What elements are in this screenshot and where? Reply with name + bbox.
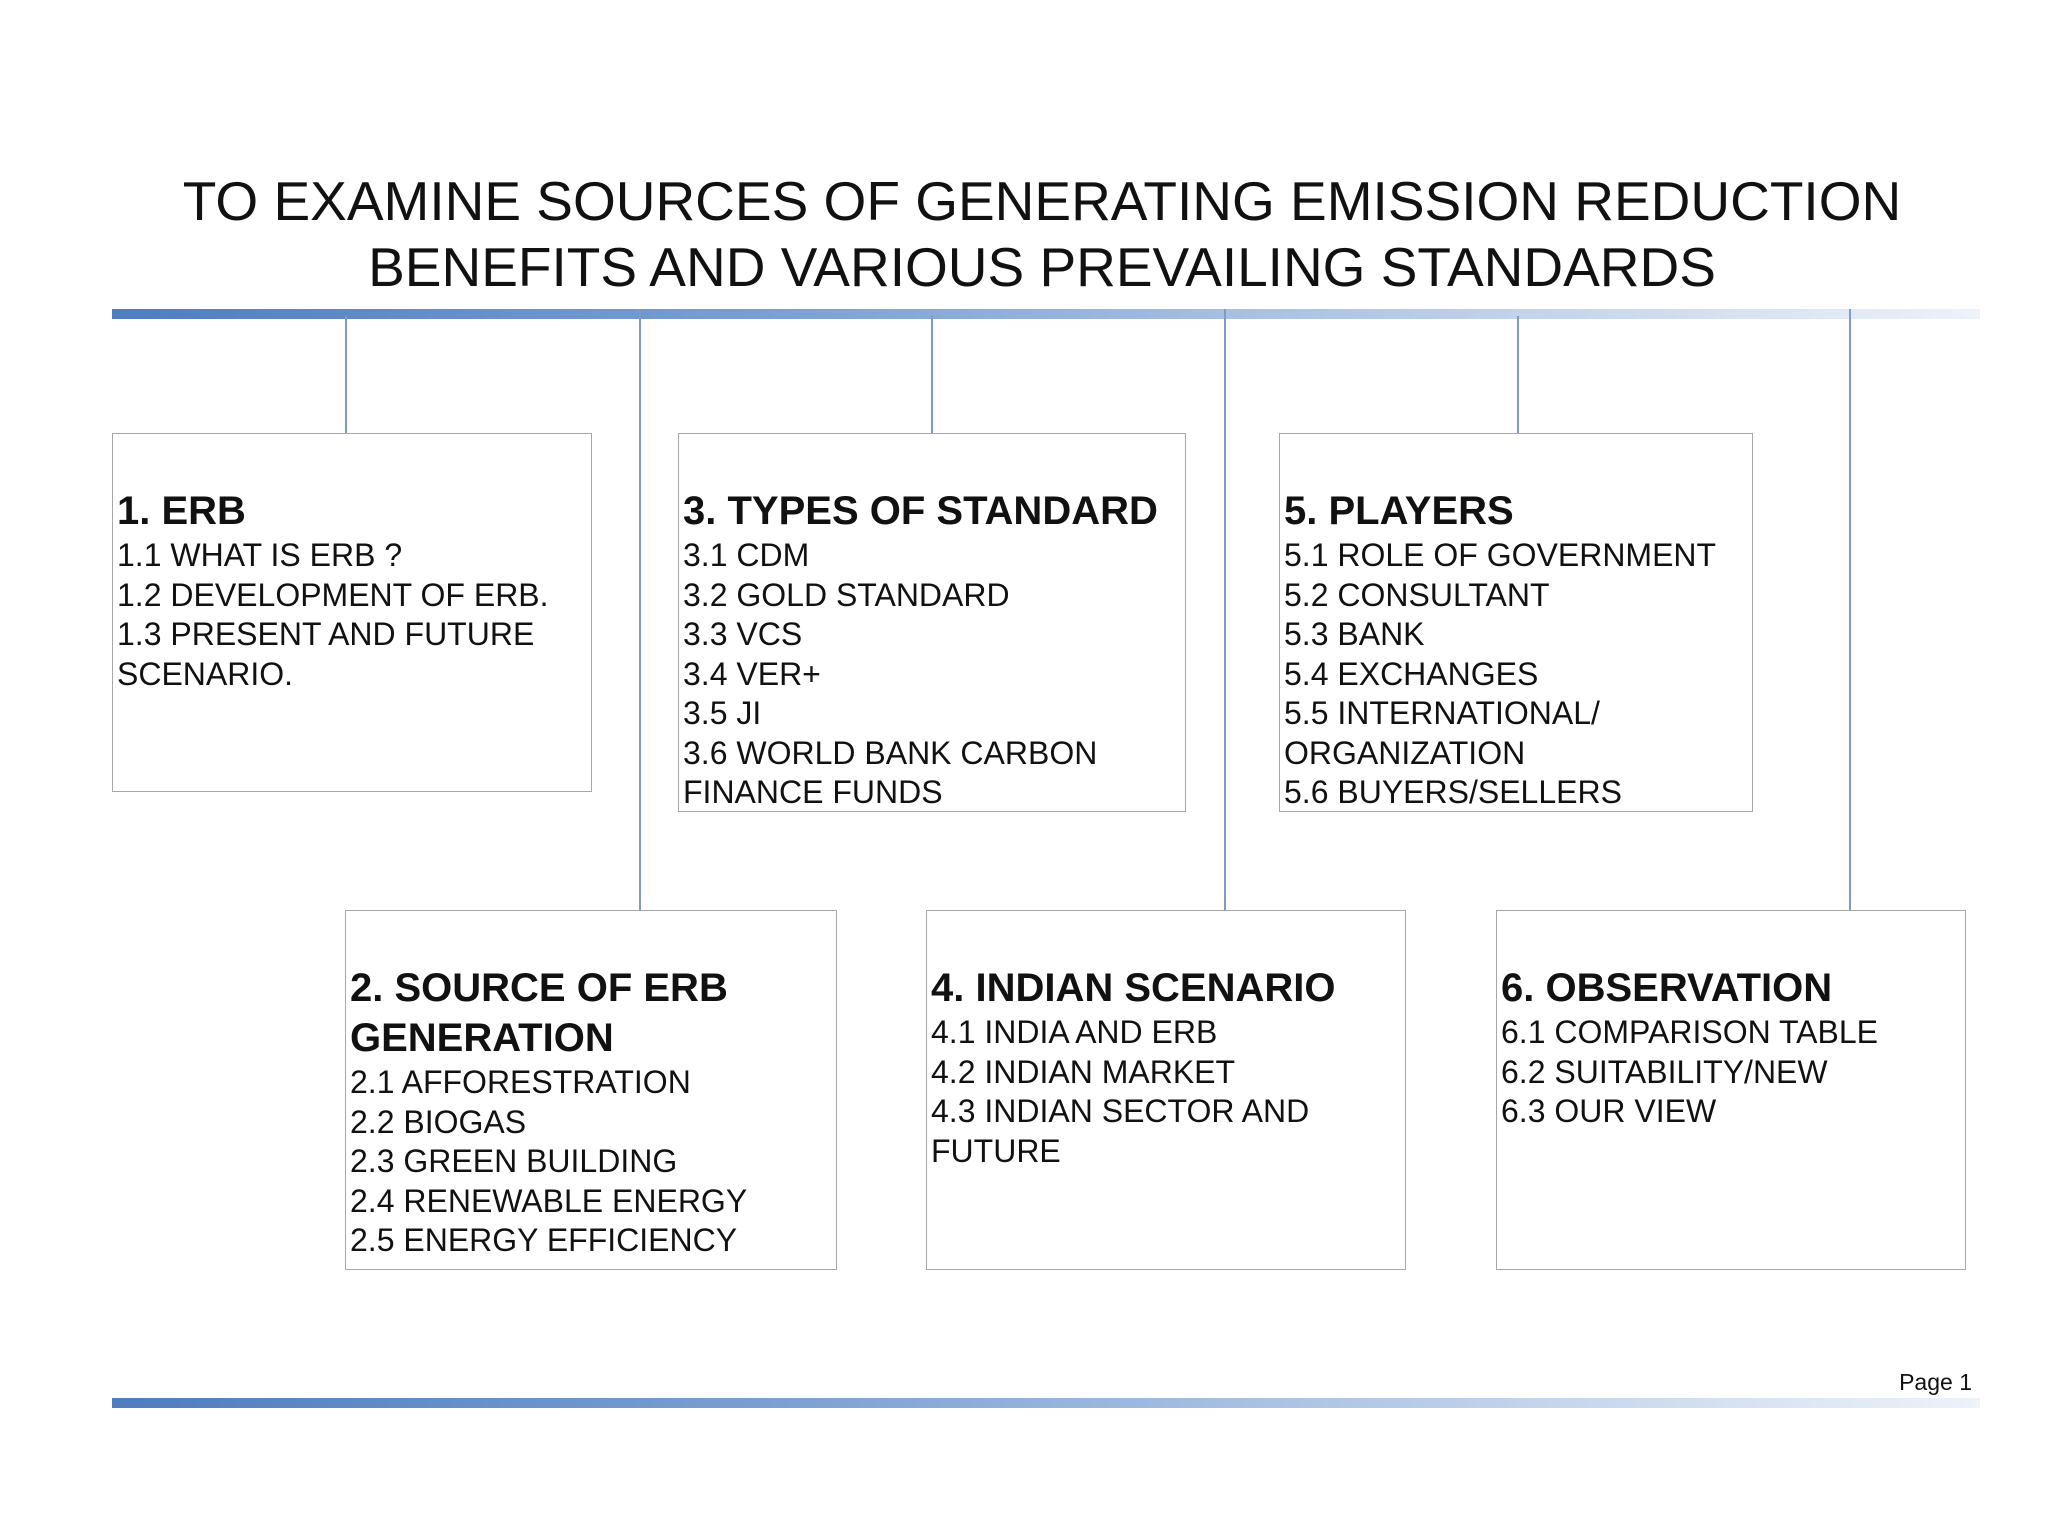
- connector-2: [639, 309, 641, 911]
- connector-3: [931, 316, 933, 434]
- list-item: 5.6 BUYERS/SELLERS: [1284, 774, 1622, 810]
- title-line-1: TO EXAMINE SOURCES OF GENERATING EMISSION REDUCTION: [182, 170, 1902, 232]
- list-item: 6.1 COMPARISON TABLE: [1501, 1014, 1878, 1050]
- list-item: 5.4 EXCHANGES: [1284, 655, 1539, 692]
- list-item: 6.2 SUITABILITY/NEW: [1501, 1053, 1828, 1090]
- box-observation: [1496, 910, 1966, 1270]
- box-item-list: [1284, 536, 1752, 813]
- box-source-of-erb-generation: [345, 910, 837, 1270]
- list-item: 1.2 DEVELOPMENT OF ERB.: [117, 576, 549, 613]
- list-item: 4.3 INDIAN SECTOR AND FUTURE: [931, 1093, 1310, 1169]
- connector-6: [1849, 309, 1851, 911]
- bottom-divider: [112, 1398, 1980, 1408]
- box-heading: 5. PLAYERS: [1284, 489, 1514, 533]
- list-item: 5.3 BANK: [1284, 616, 1425, 652]
- top-divider: [112, 309, 1980, 319]
- list-item: 5.5 INTERNATIONAL/ ORGANIZATION: [1284, 695, 1600, 771]
- list-item: 5.1 ROLE OF GOVERNMENT: [1284, 537, 1717, 573]
- list-item: 3.6 WORLD BANK CARBON FINANCE FUNDS: [683, 734, 1098, 810]
- list-item: 4.2 INDIAN MARKET: [931, 1053, 1236, 1090]
- box-item-list: [117, 536, 591, 694]
- box-indian-scenario: [926, 910, 1406, 1270]
- list-item: 2.2 BIOGAS: [350, 1103, 527, 1140]
- connector-1: [345, 316, 347, 434]
- list-item: 3.4 VER+: [683, 655, 821, 692]
- box-heading: 4. INDIAN SCENARIO: [931, 966, 1336, 1010]
- box-heading: 6. OBSERVATION: [1501, 966, 1833, 1010]
- connector-5: [1517, 316, 1519, 434]
- box-item-list: [931, 1013, 1405, 1171]
- list-item: 2.4 RENEWABLE ENERGY: [350, 1182, 748, 1219]
- box-players: [1279, 433, 1753, 812]
- list-item: 5.2 CONSULTANT: [1284, 576, 1550, 613]
- page-title: [0, 168, 2048, 300]
- list-item: 4.1 INDIA AND ERB: [931, 1014, 1218, 1050]
- box-heading: 3. TYPES OF STANDARD: [683, 489, 1158, 533]
- box-item-list: [683, 536, 1185, 813]
- box-heading: 2. SOURCE OF ERB GENERATION: [350, 966, 728, 1060]
- list-item: 1.1 WHAT IS ERB ?: [117, 537, 403, 573]
- list-item: 3.1 CDM: [683, 537, 810, 573]
- list-item: 3.3 VCS: [683, 616, 803, 652]
- box-types-of-standard: [678, 433, 1186, 812]
- list-item: 3.2 GOLD STANDARD: [683, 576, 1010, 613]
- box-erb: [112, 433, 592, 792]
- title-line-2: BENEFITS AND VARIOUS PREVAILING STANDARDS: [368, 236, 1716, 298]
- list-item: 2.3 GREEN BUILDING: [350, 1143, 678, 1179]
- box-heading: 1. ERB: [117, 489, 246, 533]
- list-item: 6.3 OUR VIEW: [1501, 1093, 1717, 1129]
- list-item: 3.5 JI: [683, 695, 762, 731]
- list-item: 2.5 ENERGY EFFICIENCY: [350, 1222, 738, 1258]
- list-item: 2.1 AFFORESTRATION: [350, 1064, 691, 1100]
- page-number: Page 1: [1899, 1369, 1972, 1395]
- connector-4: [1224, 309, 1226, 911]
- list-item: 1.3 PRESENT AND FUTURE SCENARIO.: [117, 616, 535, 692]
- box-item-list: [1501, 1013, 1965, 1132]
- box-item-list: [350, 1063, 836, 1261]
